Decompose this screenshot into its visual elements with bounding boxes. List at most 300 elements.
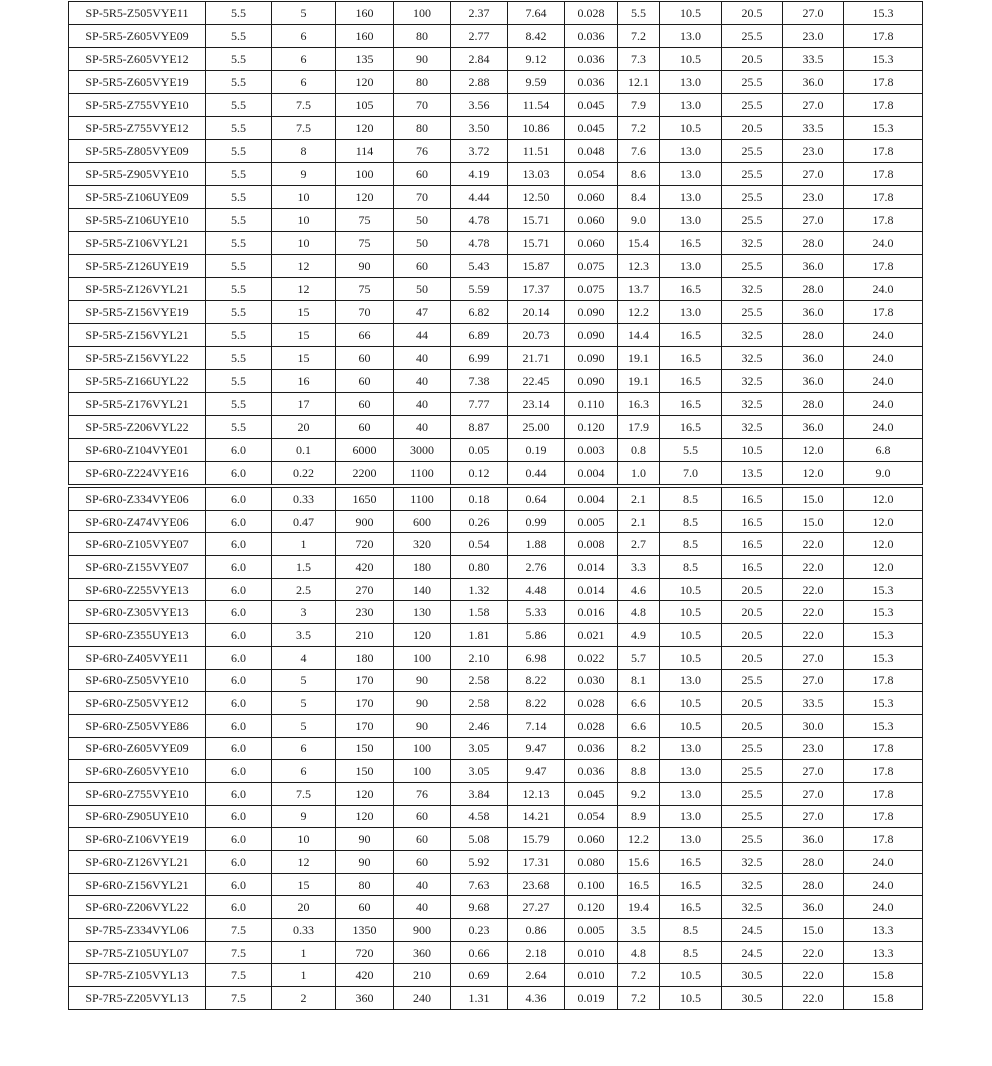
part-number-cell: SP-5R5-Z106UYE09 bbox=[69, 186, 206, 209]
value-cell: 7.5 bbox=[206, 941, 272, 964]
value-cell: 9.0 bbox=[844, 462, 923, 485]
value-cell: 7.2 bbox=[618, 25, 660, 48]
value-cell: 0.33 bbox=[272, 919, 336, 942]
value-cell: 8.5 bbox=[660, 919, 722, 942]
value-cell: 11.51 bbox=[508, 140, 565, 163]
value-cell: 33.5 bbox=[783, 48, 844, 71]
value-cell: 40 bbox=[394, 873, 451, 896]
part-number-cell: SP-5R5-Z106VYL21 bbox=[69, 232, 206, 255]
value-cell: 16 bbox=[272, 370, 336, 393]
table-row bbox=[69, 987, 923, 1010]
value-cell: 6.0 bbox=[206, 873, 272, 896]
part-number-cell: SP-5R5-Z605VYE09 bbox=[69, 25, 206, 48]
value-cell: 16.5 bbox=[660, 851, 722, 874]
table-row bbox=[69, 624, 923, 647]
value-cell: 12 bbox=[272, 255, 336, 278]
value-cell: 0.030 bbox=[565, 669, 618, 692]
part-number-cell: SP-6R0-Z156VYL21 bbox=[69, 873, 206, 896]
value-cell: 40 bbox=[394, 416, 451, 439]
part-number-cell: SP-6R0-Z605VYE09 bbox=[69, 737, 206, 760]
value-cell: 25.5 bbox=[722, 782, 783, 805]
value-cell: 17.8 bbox=[844, 782, 923, 805]
value-cell: 2.18 bbox=[508, 941, 565, 964]
value-cell: 6.0 bbox=[206, 624, 272, 647]
part-number-cell: SP-5R5-Z755VYE12 bbox=[69, 117, 206, 140]
value-cell: 8.6 bbox=[618, 163, 660, 186]
value-cell: 20.5 bbox=[722, 692, 783, 715]
value-cell: 17 bbox=[272, 393, 336, 416]
value-cell: 12.1 bbox=[618, 71, 660, 94]
part-number-cell: SP-5R5-Z905VYE10 bbox=[69, 163, 206, 186]
value-cell: 36.0 bbox=[783, 347, 844, 370]
value-cell: 15.79 bbox=[508, 828, 565, 851]
value-cell: 4.78 bbox=[451, 232, 508, 255]
value-cell: 66 bbox=[336, 324, 394, 347]
value-cell: 0.008 bbox=[565, 533, 618, 556]
value-cell: 50 bbox=[394, 209, 451, 232]
table-row bbox=[69, 737, 923, 760]
part-number-cell: SP-6R0-Z405VYE11 bbox=[69, 646, 206, 669]
value-cell: 5.5 bbox=[206, 324, 272, 347]
part-number-cell: SP-6R0-Z905UYE10 bbox=[69, 805, 206, 828]
value-cell: 6.0 bbox=[206, 782, 272, 805]
value-cell: 90 bbox=[394, 48, 451, 71]
value-cell: 5.59 bbox=[451, 278, 508, 301]
value-cell: 10.5 bbox=[660, 2, 722, 25]
value-cell: 7.3 bbox=[618, 48, 660, 71]
value-cell: 1.58 bbox=[451, 601, 508, 624]
value-cell: 75 bbox=[336, 278, 394, 301]
value-cell: 1.0 bbox=[618, 462, 660, 485]
value-cell: 270 bbox=[336, 578, 394, 601]
value-cell: 2.10 bbox=[451, 646, 508, 669]
value-cell: 0.028 bbox=[565, 714, 618, 737]
value-cell: 4.9 bbox=[618, 624, 660, 647]
table-row bbox=[69, 232, 923, 255]
table-row bbox=[69, 255, 923, 278]
value-cell: 8.8 bbox=[618, 760, 660, 783]
value-cell: 6 bbox=[272, 71, 336, 94]
value-cell: 10.5 bbox=[660, 601, 722, 624]
value-cell: 0.23 bbox=[451, 919, 508, 942]
value-cell: 20.5 bbox=[722, 646, 783, 669]
table-row bbox=[69, 941, 923, 964]
value-cell: 2.88 bbox=[451, 71, 508, 94]
value-cell: 22.0 bbox=[783, 624, 844, 647]
value-cell: 13.0 bbox=[660, 186, 722, 209]
value-cell: 15.3 bbox=[844, 646, 923, 669]
value-cell: 70 bbox=[336, 301, 394, 324]
value-cell: 30.0 bbox=[783, 714, 844, 737]
value-cell: 16.5 bbox=[660, 370, 722, 393]
value-cell: 12.2 bbox=[618, 301, 660, 324]
value-cell: 90 bbox=[336, 828, 394, 851]
value-cell: 0.05 bbox=[451, 439, 508, 462]
value-cell: 25.5 bbox=[722, 255, 783, 278]
value-cell: 13.0 bbox=[660, 828, 722, 851]
value-cell: 6000 bbox=[336, 439, 394, 462]
value-cell: 6 bbox=[272, 760, 336, 783]
value-cell: 5.33 bbox=[508, 601, 565, 624]
value-cell: 6.0 bbox=[206, 669, 272, 692]
value-cell: 60 bbox=[394, 163, 451, 186]
value-cell: 0.004 bbox=[565, 488, 618, 511]
value-cell: 150 bbox=[336, 737, 394, 760]
part-number-cell: SP-6R0-Z255VYE13 bbox=[69, 578, 206, 601]
value-cell: 13.0 bbox=[660, 805, 722, 828]
value-cell: 0.054 bbox=[565, 163, 618, 186]
value-cell: 5.5 bbox=[660, 439, 722, 462]
value-cell: 210 bbox=[394, 964, 451, 987]
value-cell: 3.56 bbox=[451, 94, 508, 117]
value-cell: 30.5 bbox=[722, 987, 783, 1010]
value-cell: 320 bbox=[394, 533, 451, 556]
value-cell: 15.3 bbox=[844, 624, 923, 647]
value-cell: 5.08 bbox=[451, 828, 508, 851]
value-cell: 22.0 bbox=[783, 533, 844, 556]
value-cell: 5.7 bbox=[618, 646, 660, 669]
value-cell: 6.6 bbox=[618, 692, 660, 715]
value-cell: 22.0 bbox=[783, 987, 844, 1010]
part-number-cell: SP-6R0-Z355UYE13 bbox=[69, 624, 206, 647]
value-cell: 100 bbox=[336, 163, 394, 186]
value-cell: 7.63 bbox=[451, 873, 508, 896]
table-row bbox=[69, 646, 923, 669]
value-cell: 8.5 bbox=[660, 533, 722, 556]
table-row bbox=[69, 760, 923, 783]
value-cell: 76 bbox=[394, 140, 451, 163]
value-cell: 7.5 bbox=[206, 919, 272, 942]
value-cell: 12.0 bbox=[783, 462, 844, 485]
value-cell: 36.0 bbox=[783, 255, 844, 278]
value-cell: 17.8 bbox=[844, 255, 923, 278]
value-cell: 0.8 bbox=[618, 439, 660, 462]
value-cell: 0.47 bbox=[272, 510, 336, 533]
value-cell: 22.0 bbox=[783, 964, 844, 987]
value-cell: 28.0 bbox=[783, 873, 844, 896]
table-row bbox=[69, 186, 923, 209]
value-cell: 2200 bbox=[336, 462, 394, 485]
value-cell: 28.0 bbox=[783, 232, 844, 255]
value-cell: 6.99 bbox=[451, 347, 508, 370]
value-cell: 0.045 bbox=[565, 117, 618, 140]
value-cell: 27.0 bbox=[783, 760, 844, 783]
value-cell: 6 bbox=[272, 48, 336, 71]
value-cell: 13.0 bbox=[660, 760, 722, 783]
part-number-cell: SP-7R5-Z205VYL13 bbox=[69, 987, 206, 1010]
value-cell: 10.5 bbox=[660, 646, 722, 669]
value-cell: 6.0 bbox=[206, 828, 272, 851]
value-cell: 60 bbox=[336, 370, 394, 393]
value-cell: 360 bbox=[394, 941, 451, 964]
value-cell: 8.22 bbox=[508, 669, 565, 692]
value-cell: 13.0 bbox=[660, 140, 722, 163]
table-row bbox=[69, 25, 923, 48]
value-cell: 10.5 bbox=[660, 48, 722, 71]
value-cell: 2.37 bbox=[451, 2, 508, 25]
value-cell: 12.0 bbox=[783, 439, 844, 462]
value-cell: 75 bbox=[336, 209, 394, 232]
value-cell: 20.5 bbox=[722, 117, 783, 140]
value-cell: 7.5 bbox=[272, 117, 336, 140]
value-cell: 24.0 bbox=[844, 896, 923, 919]
value-cell: 8.5 bbox=[660, 556, 722, 579]
value-cell: 5.5 bbox=[206, 232, 272, 255]
part-number-cell: SP-6R0-Z106VYE19 bbox=[69, 828, 206, 851]
value-cell: 4.6 bbox=[618, 578, 660, 601]
value-cell: 25.5 bbox=[722, 140, 783, 163]
value-cell: 6.0 bbox=[206, 533, 272, 556]
table-row bbox=[69, 94, 923, 117]
value-cell: 6.0 bbox=[206, 462, 272, 485]
value-cell: 6.82 bbox=[451, 301, 508, 324]
part-number-cell: SP-6R0-Z155VYE07 bbox=[69, 556, 206, 579]
value-cell: 20.5 bbox=[722, 2, 783, 25]
table-row bbox=[69, 533, 923, 556]
table-row bbox=[69, 556, 923, 579]
part-number-cell: SP-6R0-Z104VYE01 bbox=[69, 439, 206, 462]
value-cell: 0.110 bbox=[565, 393, 618, 416]
value-cell: 25.5 bbox=[722, 25, 783, 48]
value-cell: 24.0 bbox=[844, 416, 923, 439]
value-cell: 80 bbox=[394, 25, 451, 48]
value-cell: 6.0 bbox=[206, 439, 272, 462]
value-cell: 1100 bbox=[394, 462, 451, 485]
part-number-cell: SP-5R5-Z805VYE09 bbox=[69, 140, 206, 163]
value-cell: 4.58 bbox=[451, 805, 508, 828]
table-row bbox=[69, 964, 923, 987]
value-cell: 17.8 bbox=[844, 669, 923, 692]
value-cell: 75 bbox=[336, 232, 394, 255]
value-cell: 25.5 bbox=[722, 301, 783, 324]
value-cell: 12.0 bbox=[844, 556, 923, 579]
value-cell: 6.0 bbox=[206, 556, 272, 579]
value-cell: 36.0 bbox=[783, 370, 844, 393]
value-cell: 3.5 bbox=[272, 624, 336, 647]
value-cell: 600 bbox=[394, 510, 451, 533]
value-cell: 1650 bbox=[336, 488, 394, 511]
value-cell: 0.33 bbox=[272, 488, 336, 511]
value-cell: 60 bbox=[394, 805, 451, 828]
value-cell: 90 bbox=[336, 255, 394, 278]
value-cell: 7.5 bbox=[272, 94, 336, 117]
value-cell: 0.66 bbox=[451, 941, 508, 964]
value-cell: 16.5 bbox=[722, 510, 783, 533]
value-cell: 6.8 bbox=[844, 439, 923, 462]
table-row bbox=[69, 828, 923, 851]
value-cell: 0.69 bbox=[451, 964, 508, 987]
value-cell: 8.1 bbox=[618, 669, 660, 692]
value-cell: 8.4 bbox=[618, 186, 660, 209]
value-cell: 12.2 bbox=[618, 828, 660, 851]
value-cell: 7.0 bbox=[660, 462, 722, 485]
value-cell: 5.5 bbox=[206, 393, 272, 416]
value-cell: 6.0 bbox=[206, 714, 272, 737]
value-cell: 16.5 bbox=[660, 278, 722, 301]
table-row bbox=[69, 324, 923, 347]
value-cell: 24.0 bbox=[844, 324, 923, 347]
table-row bbox=[69, 462, 923, 485]
value-cell: 100 bbox=[394, 737, 451, 760]
value-cell: 5.5 bbox=[206, 255, 272, 278]
value-cell: 4 bbox=[272, 646, 336, 669]
value-cell: 5.5 bbox=[206, 370, 272, 393]
value-cell: 2.58 bbox=[451, 669, 508, 692]
value-cell: 0.054 bbox=[565, 805, 618, 828]
value-cell: 60 bbox=[394, 255, 451, 278]
value-cell: 2.1 bbox=[618, 488, 660, 511]
value-cell: 15.0 bbox=[783, 919, 844, 942]
value-cell: 36.0 bbox=[783, 71, 844, 94]
value-cell: 0.060 bbox=[565, 828, 618, 851]
value-cell: 25.5 bbox=[722, 828, 783, 851]
part-number-cell: SP-5R5-Z126UYE19 bbox=[69, 255, 206, 278]
value-cell: 2.46 bbox=[451, 714, 508, 737]
value-cell: 2.77 bbox=[451, 25, 508, 48]
value-cell: 5.5 bbox=[206, 140, 272, 163]
value-cell: 13.7 bbox=[618, 278, 660, 301]
value-cell: 8.42 bbox=[508, 25, 565, 48]
value-cell: 24.0 bbox=[844, 370, 923, 393]
value-cell: 3.5 bbox=[618, 919, 660, 942]
value-cell: 28.0 bbox=[783, 851, 844, 874]
value-cell: 27.0 bbox=[783, 782, 844, 805]
value-cell: 24.0 bbox=[844, 393, 923, 416]
value-cell: 5.5 bbox=[206, 278, 272, 301]
value-cell: 0.019 bbox=[565, 987, 618, 1010]
value-cell: 6.0 bbox=[206, 646, 272, 669]
value-cell: 0.036 bbox=[565, 25, 618, 48]
value-cell: 17.8 bbox=[844, 737, 923, 760]
value-cell: 160 bbox=[336, 25, 394, 48]
table-row bbox=[69, 510, 923, 533]
value-cell: 2.1 bbox=[618, 510, 660, 533]
value-cell: 16.5 bbox=[618, 873, 660, 896]
value-cell: 15.71 bbox=[508, 209, 565, 232]
value-cell: 4.78 bbox=[451, 209, 508, 232]
value-cell: 5.5 bbox=[206, 347, 272, 370]
table-row bbox=[69, 578, 923, 601]
value-cell: 105 bbox=[336, 94, 394, 117]
value-cell: 21.71 bbox=[508, 347, 565, 370]
value-cell: 17.8 bbox=[844, 760, 923, 783]
part-number-cell: SP-6R0-Z126VYL21 bbox=[69, 851, 206, 874]
value-cell: 90 bbox=[394, 692, 451, 715]
value-cell: 4.44 bbox=[451, 186, 508, 209]
spec-table-upper-body bbox=[69, 2, 923, 485]
value-cell: 20 bbox=[272, 416, 336, 439]
value-cell: 17.8 bbox=[844, 25, 923, 48]
value-cell: 13.0 bbox=[660, 94, 722, 117]
value-cell: 25.5 bbox=[722, 209, 783, 232]
value-cell: 0.080 bbox=[565, 851, 618, 874]
value-cell: 9.12 bbox=[508, 48, 565, 71]
value-cell: 17.8 bbox=[844, 186, 923, 209]
table-row bbox=[69, 416, 923, 439]
value-cell: 13.0 bbox=[660, 255, 722, 278]
value-cell: 10.86 bbox=[508, 117, 565, 140]
value-cell: 15.0 bbox=[783, 510, 844, 533]
value-cell: 25.00 bbox=[508, 416, 565, 439]
part-number-cell: SP-5R5-Z206VYL22 bbox=[69, 416, 206, 439]
value-cell: 1.88 bbox=[508, 533, 565, 556]
value-cell: 6.0 bbox=[206, 737, 272, 760]
value-cell: 130 bbox=[394, 601, 451, 624]
table-row bbox=[69, 48, 923, 71]
value-cell: 20.5 bbox=[722, 601, 783, 624]
value-cell: 22.45 bbox=[508, 370, 565, 393]
table-row bbox=[69, 851, 923, 874]
value-cell: 23.0 bbox=[783, 737, 844, 760]
value-cell: 240 bbox=[394, 987, 451, 1010]
value-cell: 0.036 bbox=[565, 760, 618, 783]
table-row bbox=[69, 805, 923, 828]
value-cell: 12.50 bbox=[508, 186, 565, 209]
value-cell: 25.5 bbox=[722, 805, 783, 828]
part-number-cell: SP-6R0-Z474VYE06 bbox=[69, 510, 206, 533]
value-cell: 32.5 bbox=[722, 873, 783, 896]
value-cell: 15.0 bbox=[783, 488, 844, 511]
table-row bbox=[69, 347, 923, 370]
value-cell: 0.028 bbox=[565, 2, 618, 25]
value-cell: 32.5 bbox=[722, 896, 783, 919]
value-cell: 0.005 bbox=[565, 510, 618, 533]
value-cell: 60 bbox=[394, 851, 451, 874]
value-cell: 2.58 bbox=[451, 692, 508, 715]
value-cell: 0.005 bbox=[565, 919, 618, 942]
value-cell: 20.5 bbox=[722, 48, 783, 71]
value-cell: 17.8 bbox=[844, 301, 923, 324]
value-cell: 2.76 bbox=[508, 556, 565, 579]
value-cell: 23.0 bbox=[783, 186, 844, 209]
value-cell: 0.045 bbox=[565, 94, 618, 117]
value-cell: 6.0 bbox=[206, 896, 272, 919]
value-cell: 40 bbox=[394, 393, 451, 416]
value-cell: 9 bbox=[272, 163, 336, 186]
part-number-cell: SP-5R5-Z605VYE12 bbox=[69, 48, 206, 71]
value-cell: 60 bbox=[394, 828, 451, 851]
value-cell: 8.5 bbox=[660, 510, 722, 533]
value-cell: 8.5 bbox=[660, 941, 722, 964]
table-row bbox=[69, 2, 923, 25]
value-cell: 3.3 bbox=[618, 556, 660, 579]
value-cell: 0.99 bbox=[508, 510, 565, 533]
part-number-cell: SP-7R5-Z334VYL06 bbox=[69, 919, 206, 942]
value-cell: 6.0 bbox=[206, 488, 272, 511]
value-cell: 33.5 bbox=[783, 692, 844, 715]
value-cell: 16.5 bbox=[660, 324, 722, 347]
value-cell: 80 bbox=[394, 71, 451, 94]
value-cell: 23.14 bbox=[508, 393, 565, 416]
value-cell: 23.0 bbox=[783, 140, 844, 163]
value-cell: 5.5 bbox=[206, 163, 272, 186]
value-cell: 15.8 bbox=[844, 987, 923, 1010]
value-cell: 0.120 bbox=[565, 416, 618, 439]
value-cell: 24.0 bbox=[844, 347, 923, 370]
value-cell: 13.03 bbox=[508, 163, 565, 186]
value-cell: 5 bbox=[272, 714, 336, 737]
value-cell: 15 bbox=[272, 324, 336, 347]
part-number-cell: SP-5R5-Z176VYL21 bbox=[69, 393, 206, 416]
table-row bbox=[69, 692, 923, 715]
value-cell: 5 bbox=[272, 669, 336, 692]
value-cell: 0.060 bbox=[565, 209, 618, 232]
value-cell: 5.5 bbox=[206, 209, 272, 232]
value-cell: 33.5 bbox=[783, 117, 844, 140]
value-cell: 9 bbox=[272, 805, 336, 828]
value-cell: 12 bbox=[272, 278, 336, 301]
value-cell: 7.77 bbox=[451, 393, 508, 416]
